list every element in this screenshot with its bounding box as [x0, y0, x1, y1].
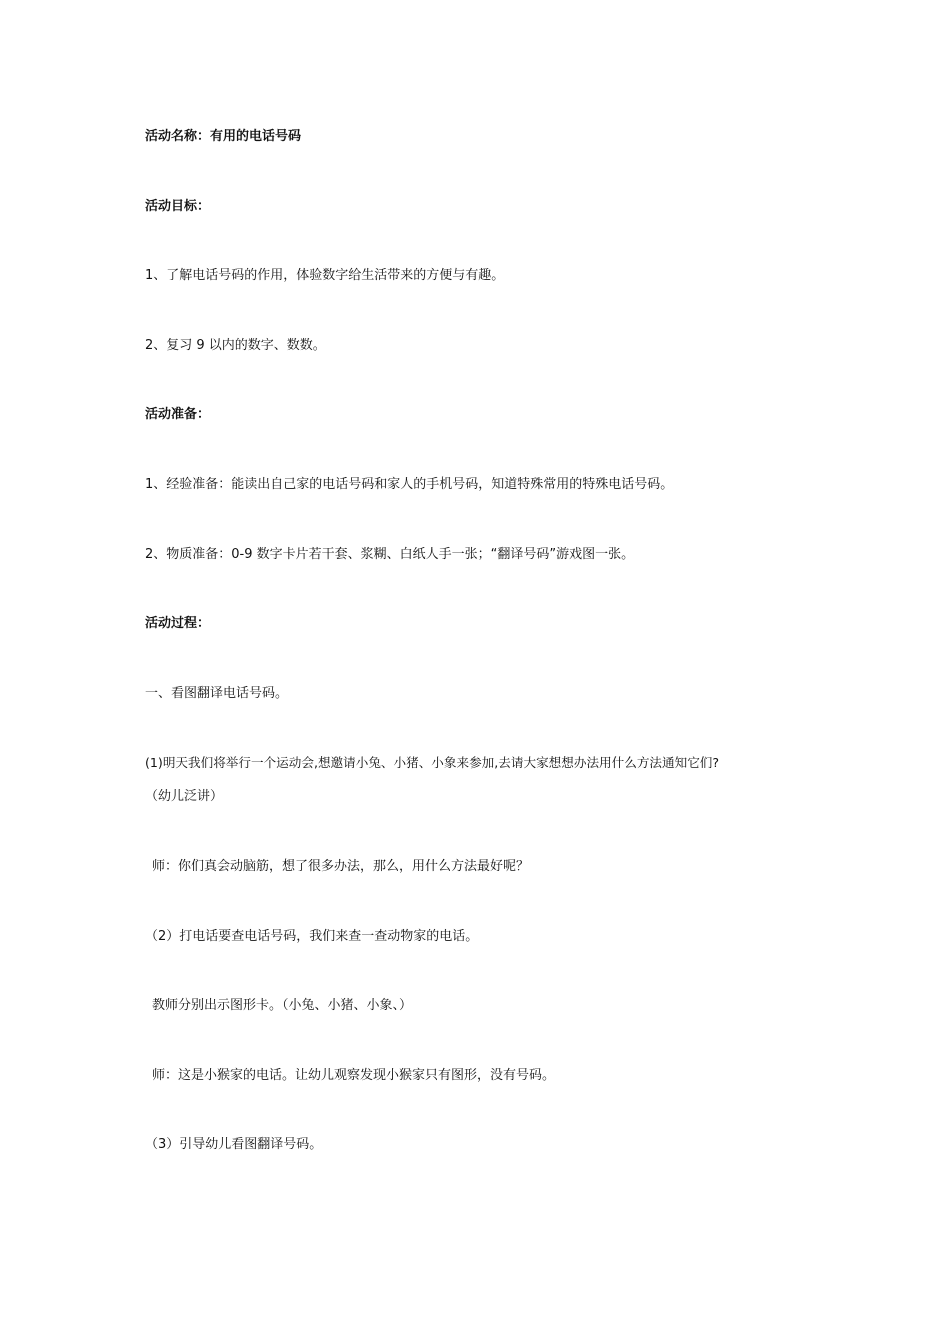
step-3-paragraph: （3）引导幼儿看图翻译号码。 [145, 1137, 323, 1152]
step-1-note: （幼儿泛讲） [145, 789, 224, 804]
prep-item-1: 1、经验准备：能读出自己家的电话号码和家人的手机号码，知道特殊常用的特殊电话号码。 [145, 477, 674, 492]
teacher-line-1: 师：你们真会动脑筋，想了很多办法，那么，用什么方法最好呢？ [152, 859, 530, 874]
section-1-heading: 一、看图翻译电话号码。 [145, 686, 289, 701]
step-1-paragraph: (1)明天我们将举行一个运动会,想邀请小兔、小猪、小象来参加,去请大家想想办法用什么方法通知它们? [145, 755, 720, 770]
goal-item-2: 2、复习 9 以内的数字、数数。 [145, 338, 326, 353]
prep-heading: 活动准备： [145, 407, 211, 422]
goals-heading: 活动目标： [145, 199, 211, 214]
step-2-paragraph: （2）打电话要查电话号码，我们来查一查动物家的电话。 [145, 929, 479, 944]
activity-title: 活动名称：有用的电话号码 [145, 129, 302, 144]
prep-item-2: 2、物质准备：0-9 数字卡片若干套、浆糊、白纸人手一张；“翻译号码”游戏图一张。 [145, 547, 635, 562]
teacher-line-3: 师：这是小猴家的电话。让幼儿观察发现小猴家只有图形，没有号码。 [152, 1068, 556, 1083]
goal-item-1: 1、了解电话号码的作用，体验数字给生活带来的方便与有趣。 [145, 268, 505, 283]
process-heading: 活动过程： [145, 616, 211, 631]
teacher-line-2: 教师分别出示图形卡。（小兔、小猪、小象、） [152, 998, 413, 1013]
